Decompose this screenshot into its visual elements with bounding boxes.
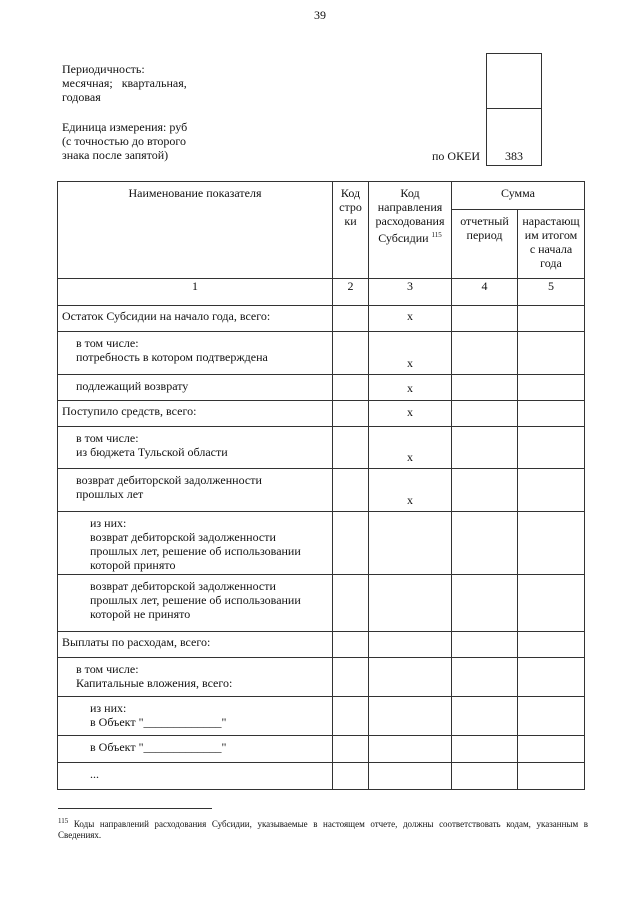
table-row: возврат дебиторской задолженности прошлых лет x (58, 469, 585, 512)
unit-precision-1: (с точностью до второго (62, 134, 187, 148)
table-row: ... (58, 763, 585, 790)
footnote (58, 816, 588, 841)
periodicity-block (62, 62, 187, 104)
header-name: Наименование показателя (58, 182, 333, 279)
table-row: подлежащий возврату x (58, 375, 585, 401)
report-table (57, 181, 585, 790)
periodicity-selected: годовая (62, 90, 101, 104)
x-mark: x (369, 427, 452, 469)
col-number: 5 (518, 279, 585, 306)
unit-block (62, 120, 187, 162)
column-numbers-row (58, 279, 585, 306)
x-mark: x (369, 375, 452, 401)
x-mark: x (369, 401, 452, 427)
footnote-text: Коды направлений расходования Субсидии, указываемые в настоящем отчете, должны соответствовать кодам, указанным в Сведениях. (58, 819, 588, 840)
table-row: возврат дебиторской задолженности прошлых лет, решение об использовании которой не принято (58, 575, 585, 632)
table-row: в том числе: Капитальные вложения, всего: (58, 658, 585, 697)
table-row: из них: в Объект "_____________" (58, 697, 585, 736)
table-row: в том числе: из бюджета Тульской области x (58, 427, 585, 469)
header-cumulative: нарастающ им итогом с начала года (518, 210, 585, 279)
unit-label: Единица измерения: руб (62, 120, 188, 134)
header-reporting-period: отчетный период (452, 210, 518, 279)
x-mark: x (369, 332, 452, 375)
unit-precision-2: знака после запятой) (62, 148, 169, 162)
table-row: Поступило средств, всего: x (58, 401, 585, 427)
periodicity-options: месячная; квартальная, (62, 76, 187, 90)
footnote-mark: 115 (58, 817, 69, 825)
table-row: в Объект "_____________" (58, 736, 585, 763)
page-number: 39 (314, 8, 326, 22)
x-mark: x (369, 469, 452, 512)
okei-code: 383 (505, 149, 523, 163)
header-direction-code: Код направления расходования Субсидии $^{115}$ (369, 182, 452, 279)
periodicity-code-box (486, 53, 542, 109)
footnote-ref: 115 (431, 231, 442, 239)
footnote-separator (58, 808, 212, 809)
okei-label: по ОКЕИ (432, 149, 481, 163)
table-row: в том числе: потребность в котором подтверждена x (58, 332, 585, 375)
col-number: 3 (369, 279, 452, 306)
table-row: Выплаты по расходам, всего: (58, 632, 585, 658)
col-number: 4 (452, 279, 518, 306)
header-line-code: Код стро ки (333, 182, 369, 279)
periodicity-label: Периодичность: (62, 62, 145, 76)
col-number: 2 (333, 279, 369, 306)
x-mark: x (369, 306, 452, 332)
col-number: 1 (58, 279, 333, 306)
header-sum: Сумма (452, 182, 585, 210)
table-row: Остаток Субсидии на начало года, всего: x (58, 306, 585, 332)
table-row: из них: возврат дебиторской задолженности прошлых лет, решение об использовании которой принято (58, 512, 585, 575)
okei-code-box (486, 108, 542, 166)
